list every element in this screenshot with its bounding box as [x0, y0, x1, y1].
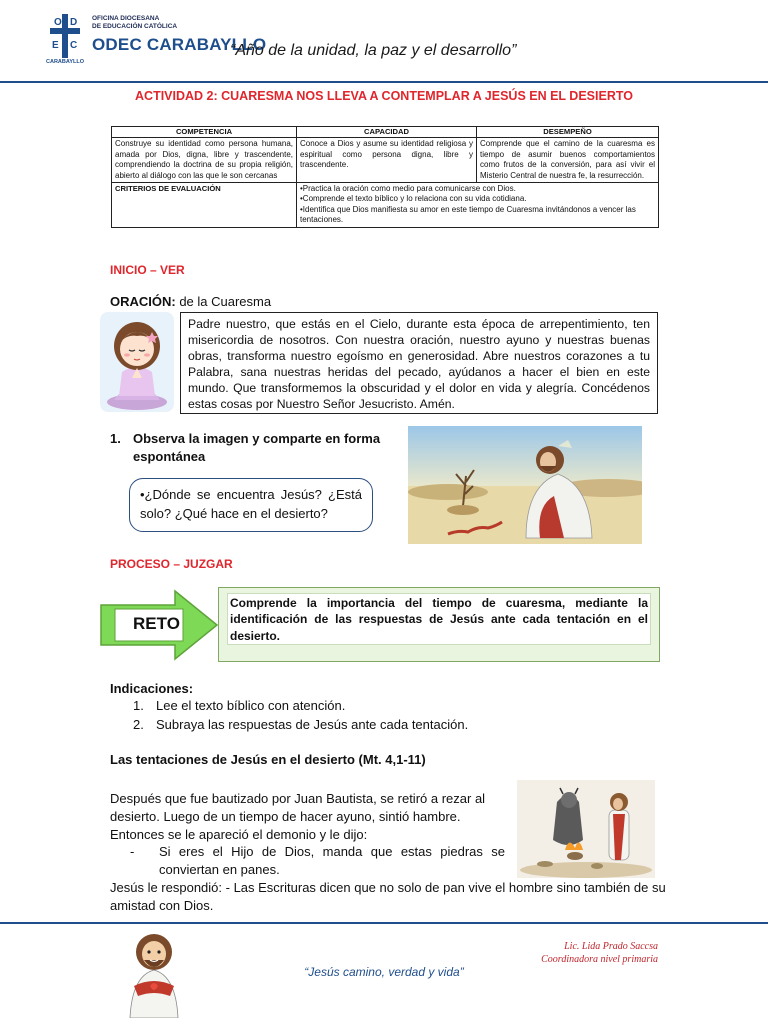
reto-text: Comprende la importancia del tiempo de cuaresma, mediante la identificación de las respuestas de Jesús ante cada tentación en el desierto. — [227, 593, 651, 645]
logo-letter-o: O — [54, 17, 62, 28]
page-header — [0, 0, 768, 84]
reto-label: RETO — [133, 614, 180, 633]
signature — [541, 940, 658, 966]
question-1-text: Observa la imagen y comparte en forma espontánea — [133, 431, 381, 464]
logo-letter-d: D — [70, 17, 78, 28]
criterio-item: •Identifica que Dios manifiesta su amor en este tiempo de Cuaresma invitándonos a vencer las tentaciones. — [300, 204, 636, 225]
footer-divider — [0, 922, 768, 924]
table-header-capacidad: CAPACIDAD — [297, 127, 477, 138]
list-item-number: 1. — [133, 698, 144, 713]
question-1-number: 1. — [110, 431, 121, 446]
story-dash-text: Si eres el Hijo de Dios, manda que estas piedras se conviertan en panes. — [159, 844, 505, 878]
oracion-heading — [110, 294, 271, 310]
criterio-item: •Comprende el texto bíblico y lo relaciona con su vida cotidiana. — [300, 194, 527, 204]
logo-title: ODEC CARABAYLLO — [92, 35, 267, 54]
indicaciones-title: Indicaciones: — [110, 681, 194, 696]
question-box: •¿Dónde se encuentra Jesús? ¿Está solo? ¿Qué hace en el desierto? — [129, 478, 373, 532]
devil-and-jesus-icon — [517, 780, 655, 878]
table-cell-desempeno: Comprende que el camino de la cuaresma es tiempo de asumir buenos comportamientos como frutos de la conversión, para así vivir el Misterio Central de nuestra fe, la resurrección. — [477, 138, 659, 183]
oracion-label: ORACIÓN: — [110, 294, 176, 309]
odec-logo — [46, 14, 267, 65]
table-row-criterios — [112, 183, 659, 228]
section-inicio: INICIO – VER — [110, 263, 185, 277]
table-cell-capacidad: Conoce a Dios y asume su identidad religiosa y espiritual como persona digna, libre y trascendente. — [297, 138, 477, 183]
reto-box — [218, 587, 660, 662]
odec-cross-logo-icon — [46, 14, 84, 58]
table-header-row — [112, 127, 659, 138]
criterio-item: •Practica la oración como medio para comunicarse con Dios. — [300, 184, 516, 194]
story-intro: Después que fue bautizado por Juan Bautista, se retiró a rezar al desierto. Luego de un tiempo de hacer ayuno, sintió hambre. Entonces se le apareció el demonio y le dijo: — [110, 791, 486, 843]
header-divider — [0, 81, 768, 83]
logo-subtitle-line2: DE EDUCACIÓN CATÓLICA — [92, 23, 178, 30]
list-item-number: 2. — [133, 717, 144, 732]
table-cell-criterios — [297, 183, 659, 228]
prayer-text: Padre nuestro, que estás en el Cielo, durante esta época de arrepentimiento, ten misericordia de nosotros. Con nuestra oración, nuestro ayuno y nuestras buenas obras, transforma nuestro egoísmo en generosidad. Abre nuestros corazones a tu Palabra, sana nuestras heridas del pecado, ayúdanos a hacer el bien en este mundo. Que transformemos la obscuridad y el dolor en vida y alegría. Concédenos estas cosas por Nuestro Señor Jesucristo. Amén. — [180, 312, 658, 414]
jesus-praying-desert-icon — [408, 426, 642, 544]
reading-title: Las tentaciones de Jesús en el desierto (Mt. 4,1-11) — [110, 752, 426, 767]
table-header-desempeno: DESEMPEÑO — [477, 127, 659, 138]
logo-caption: CARABAYLLO — [46, 59, 84, 65]
table-cell-criterios-label: CRITERIOS DE EVALUACIÓN — [112, 183, 297, 228]
activity-title: ACTIVIDAD 2: CUARESMA NOS LLEVA A CONTEMPLAR A JESÚS EN EL DESIERTO — [135, 89, 633, 103]
competency-table — [111, 126, 659, 228]
list-item-text: Subraya las respuestas de Jesús ante cada tentación. — [156, 717, 469, 732]
praying-girl-icon — [100, 312, 174, 412]
logo-subtitle-line1: OFICINA DIOCESANA — [92, 15, 160, 22]
list-item-text: Lee el texto bíblico con atención. — [156, 698, 346, 713]
story-final: Jesús le respondió: - Las Escrituras dicen que no solo de pan vive el hombre sino también de su amistad con Dios. — [110, 880, 666, 914]
logo-subtitle — [92, 15, 232, 31]
oracion-subtitle: de la Cuaresma — [175, 294, 272, 309]
signature-role: Coordinadora nivel primaria — [541, 954, 658, 965]
signature-name: Lic. Lida Prado Saccsa — [564, 941, 658, 952]
table-row — [112, 138, 659, 183]
praying-girl-image — [100, 312, 174, 412]
logo-letter-e: E — [52, 40, 59, 51]
temptation-image — [517, 780, 655, 878]
header-motto: “Año de la unidad, la paz y el desarrollo” — [230, 42, 517, 59]
jesus-desert-image — [408, 426, 642, 544]
dash-marker: - — [130, 844, 135, 859]
logo-letter-c: C — [70, 40, 78, 51]
table-cell-competencia: Construye su identidad como persona humana, amada por Dios, digna, libre y trascendente, comprendiendo la doctrina de su propia religión, abierto al diálogo con las que le son cercanas — [112, 138, 297, 183]
table-header-competencia: COMPETENCIA — [112, 127, 297, 138]
footer-motto: “Jesús camino, verdad y vida” — [304, 965, 464, 979]
section-proceso: PROCESO – JUZGAR — [110, 557, 233, 571]
